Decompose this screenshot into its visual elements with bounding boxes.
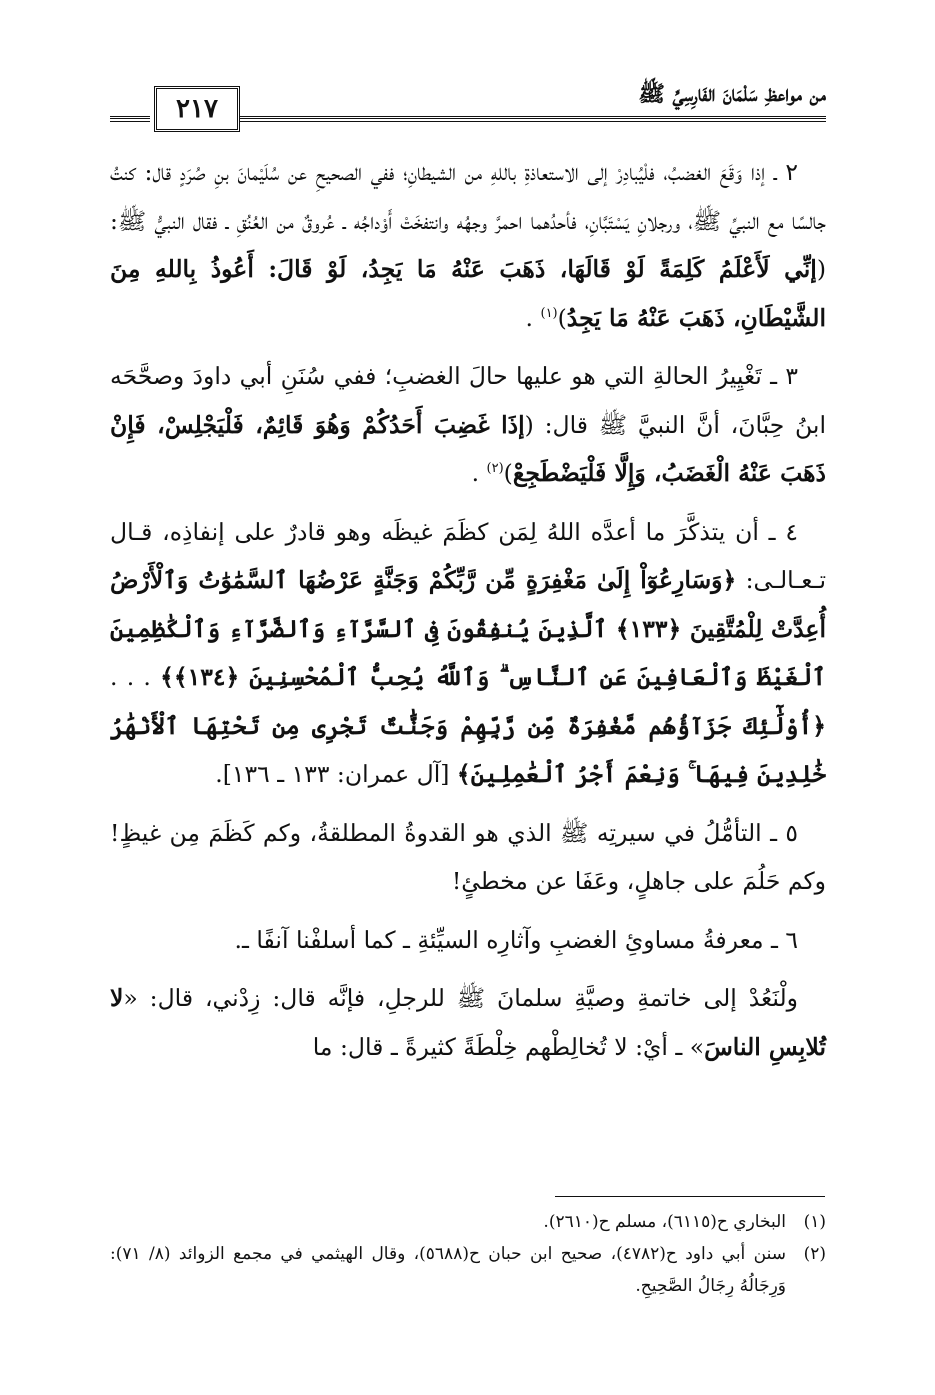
text-run: ولْنَعُدْ إلى خاتمةِ وصيَّةِ سلمانَ ﷺ للرجلِ، فإنَّه قال: زِدْني، قال: « [123, 984, 798, 1012]
text-run: ٢ ـ إذا وَقَعَ الغضبُ، فلْيُبادِرْ إلى الاستعاذةِ باللهِ من الشيطانِ؛ ففي الصحيحِ عن سُلَيْمانَ بنِ صُرَدٍ قال: كنتُ جالسًا مع النبيِّ ﷺ، ورجلانِ يَسْتَبَّانِ، فأحدُهما احمرَّ وجهُه وانتفخَتْ أَوْداجُه ـ عُروقٌ من العُنُقِ ـ فقال النبيُّ ﷺ: ( [110, 158, 826, 283]
footnote-text: سنن أبي داود ح(٤٧٨٢)، صحيح ابن حبان ح(٥٦٨٨)، وقال الهيثمي في مجمع الزوائد (٨/ ٧١): وَرِجَالُهُ رِجَالُ الصَّحِيحِ. [110, 1244, 786, 1296]
footnote-1 [110, 1206, 826, 1238]
quoted-advice: لا تُلابِسِ الناسَ [110, 984, 826, 1061]
paragraph-4 [110, 508, 826, 799]
footnote-number: (١) [803, 1212, 826, 1232]
text-run: ٤ ـ أن يتذكَّرَ ما أعدَّه اللهُ لِمَن كظَمَ غيظَه وهو قادرٌ على إنفاذِه، قـال تـعـالـى: [110, 517, 826, 594]
main-text [110, 148, 826, 1081]
paragraph-5: ٥ ـ التأمُّلُ في سيرتِه ﷺ الذي هو القدوةُ المطلقةُ، وكم كَظَمَ مِن غيظٍ! وكم حَلُمَ على جاهلٍ، وعَفَا عن مخطئٍ! [110, 818, 826, 895]
paragraph-6: ٦ ـ معرفةُ مساوئِ الغضبِ وآثارِه السيِّئةِ ـ كما أسلفْنا آنفًا ـ. [234, 925, 798, 954]
header-rule-left [110, 116, 150, 122]
footnotes [110, 1206, 826, 1302]
paragraph-7 [110, 974, 826, 1071]
paragraph-3 [110, 352, 826, 498]
footnote-number: (٢) [803, 1244, 826, 1264]
text-run: ٣ ـ تَغْيِيرُ الحالةِ التي هو عليها حالَ الغضبِ؛ ففي سُنَنِ أبي داودَ وصحَّحَه ابنُ حِبَّانَ، أنَّ النبيَّ ﷺ قال: ( [110, 362, 826, 439]
header-rule-right [240, 116, 826, 122]
verse-citation: [آل عمران: ١٣٣ ـ ١٣٦]. [215, 760, 457, 788]
footnote-ref-1[interactable]: (١) [540, 305, 558, 321]
text-run: ) [557, 303, 567, 332]
text-run: » ـ أيْ: لا تُخالِطْهم خِلْطَةً كثيرةً ـ قال: ما [312, 1032, 705, 1061]
text-run: . [525, 303, 541, 332]
quran-verse-2: ﴿أُوْلَٰٓئِكَ جَزَآؤُهُم مَّغْفِرَةٌ مِّن رَّبِّهِمْ وَجَنَّٰتٌ تَجْرِى مِن تَحْتِهَا ٱلْأَنْهَٰرُ خَٰلِدِينَ فِيهَا ۚ وَنِعْمَ أَجْرُ ٱلْعَٰمِلِينَ﴾ [110, 711, 826, 788]
footnote-2 [110, 1238, 826, 1302]
page-number: ٢١٧ [154, 86, 240, 132]
hadith-quote: إنِّي لَأَعْلَمُ كَلِمَةً لَوْ قَالَهَا، ذَهَبَ عَنْهُ مَا يَجِدُ، لَوْ قَالَ: أَعُوذُ بِاللهِ مِنَ الشَّيْطَانِ، ذَهَبَ عَنْهُ مَا يَجِدُ [110, 255, 826, 332]
text-run: . [471, 459, 487, 487]
text-run: . . . [110, 663, 161, 691]
footnote-ref-2[interactable]: (٢) [486, 461, 504, 477]
footnote-separator [555, 1196, 825, 1197]
text-run: ) [503, 459, 513, 487]
running-title: من مواعظِ سَلْمَانَ الفَارِسِيِّ ﷺ [638, 81, 826, 107]
hadith-quote: إذَا غَضِبَ أَحَدُكُمْ وَهُوَ قَائِمٌ، فَلْيَجْلِسْ، فَإِنْ ذَهَبَ عَنْهُ الْغَضَبُ، وَإِلَّا فَلْيَضْطَجِعْ [110, 410, 826, 487]
footnote-text: البخاري ح(٦١١٥)، مسلم ح(٢٦١٠). [543, 1212, 786, 1232]
page-header [110, 72, 826, 128]
paragraph-2 [110, 148, 826, 342]
quran-verse-1: ﴿وَسَارِعُوٓاْ إِلَىٰ مَغْفِرَةٍ مِّن رَّبِّكُمْ وَجَنَّةٍ عَرْضُهَا ٱلسَّمَٰوَٰتُ وَٱلْأَرْضُ أُعِدَّتْ لِلْمُتَّقِينَ ﴿١٣٣﴾ ٱلَّذِينَ يُنفِقُونَ فِى ٱلسَّرَّآءِ وَٱلضَّرَّآءِ وَٱلْكَٰظِمِينَ ٱلْغَيْظَ وَٱلْعَافِينَ عَنِ ٱلنَّاسِ ۗ وَٱللَّهُ يُحِبُّ ٱلْمُحْسِنِينَ ﴿١٣٤﴾﴾ [110, 566, 826, 691]
